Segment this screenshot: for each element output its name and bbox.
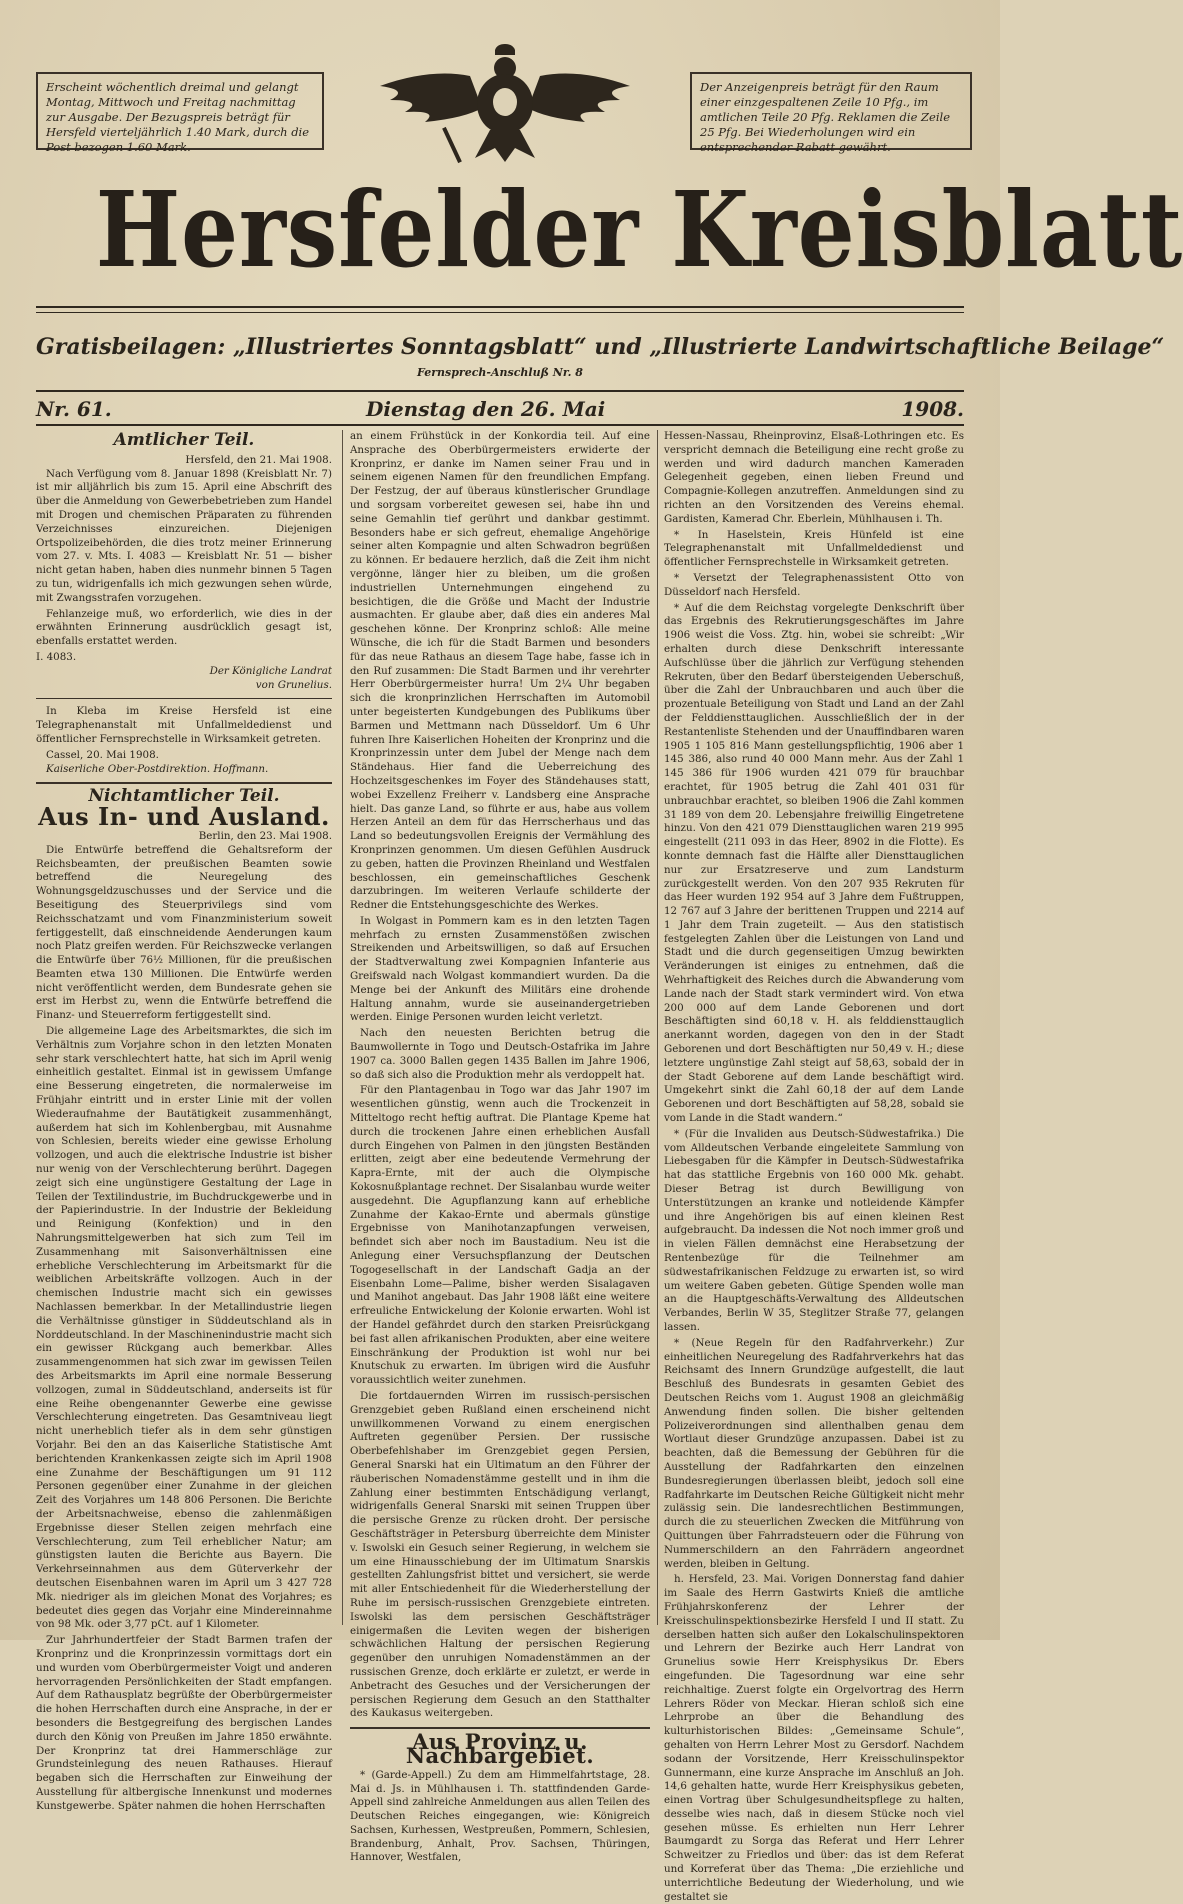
newspaper-masthead: Hersfelder Kreisblatt [95,168,1183,291]
article-paragraph: * Versetzt der Telegraphenassistent Otto von Düsseldorf nach Hersfeld. [664,571,964,598]
unofficial-section-heading: Nichtamtlicher Teil. [88,786,280,807]
official-section-heading: Amtlicher Teil. [113,430,255,450]
article-paragraph: Die allgemeine Lage des Arbeitsmarktes, die sich im Verhältnis zum Vorjahre schon in den letzten Monaten sehr stark verschlechtert hatte, hat sich im April wenig einheitlich gestaltet. Einmal ist in gewissem Umfange eine Besserung eingetreten, die normalerweise im Frühjahr eintritt und in erster Linie mit der vollen Wiederaufnahme der Bautätigkeit zusammenhängt, außerdem hat sich im Kohlenbergbau, mit Ausnahme von Schlesien, bereits wieder eine gewisse Erholung vollzogen, und auch die elektrische Industrie ist bisher nur wenig von der Verschlechterung berührt. Dagegen zeigt sich eine ungünstigere Gestaltung der Lage in Teilen der Textilindustrie, im Buchdruckgewerbe und in der Papierindustrie. In der Industrie der Bekleidung und Reinigung (Konfektion) und in den Nahrungsmittelgewerben hat sich zum Teil im Zusammenhang mit Saisonverhältnissen eine erhebliche Verschlechterung im Arbeitsmarkt für die weiblichen Arbeitskräfte vollzogen. Auch in der chemischen Industrie macht sich ein gewisses Nachlassen bemerkbar. In der Metallindustrie liegen die Verhältnisse günstiger in Süddeutschland als in Norddeutschland. In der Maschinenindustrie macht sich ein gewisser Rückgang auch bemerkbar. Alles zusammengenommen hat sich zwar im gewissen Teilen des Arbeitsmarkts im April eine normale Besserung vollzogen, zumal in Süddeutschland, anderseits ist für eine Reihe obengenannter Gewerbe eine gewisse Verschlechterung eingetreten. Das Gesamtniveau liegt nicht unerheblich tiefer als in dem sehr günstigen Vorjahr. Bei den an das Kaiserliche Statistische Amt berichtenden Krankenkassen zeigte sich im April 1908 eine Zunahme der Beschäftigungen um 91 112 Personen gegenüber einer Zunahme in der gleichen Zeit des Vorjahres um 148 806 Personen. Die Berichte der Arbeitsnachweise, ebenso die zahlenmäßigen Ergebnisse dieser Stellen zeigen mehrfach eine Verschlechterung, zum Teil erheblicher Natur; am günstigsten lauten die Berichte aus Bayern. Die Verkehrseinnahmen aus dem Güterverkehr der deutschen Eisenbahnen waren im April um 3 427 728 Mk. niedriger als im gleichen Monat des Vorjahres; es bedeutet dies gegen das Vorjahr eine Mindereinnahme von 98 Mk. oder 3,77 pCt. auf 1 Kilometer. [36,1025,332,1631]
masthead-rule [36,306,964,308]
article-paragraph: Nach Verfügung vom 8. Januar 1898 (Kreisblatt Nr. 7) ist mir alljährlich bis zum 15. April eine Abschrift des über die Anmeldung von Gewerbebetrieben zum Handel mit Drogen und chemischen Präparaten zu führenden Verzeichnisses einzureichen. Diejenigen Ortspolizeibehörden, die dies trotz meiner Erinnerung vom 27. v. Mts. I. 4083 — Kreisblatt Nr. 51 — bisher nicht getan haben, haben dies nunmehr binnen 5 Tagen zu tun, widrigenfalls ich mich gezwungen sehen würde, mit Zwangsstrafen vorzugehen. [36,467,332,604]
article-paragraph: Hessen-Nassau, Rheinprovinz, Elsaß-Lothringen etc. Es verspricht demnach die Beteiligung eine recht große zu werden und wird dadurch manchen Kameraden Gelegenheit gegeben, einen lieben Freund und Compagnie-Kollegen anzutreffen. Anmeldungen sind zu richten an den Vorsitzenden des Vereins ehemal. Gardisten, Kamerad Chr. Eberlein, Mühlhausen i. Th. [664,430,964,525]
article-paragraph: Die fortdauernden Wirren im russisch-persischen Grenzgebiet geben Rußland einen erscheinend nicht unwillkommenen Vorwand zu einem energischen Auftreten gegenüber Persien. Der russische Oberbefehlshaber im Grenzgebiet gegen Persien, General Snarski hat ein Ultimatum an den Führer der räuberischen Nomadenstämme gestellt und in ihm die Zahlung einer bestimmten Entschädigung verlangt, widrigenfalls General Snarski mit seinen Truppen über die persische Grenze zu rücken droht. Der persische Geschäftsträger in Petersburg überreichte dem Minister v. Iswolski ein Gesuch seiner Regierung, in welchem sie um eine Hinausschiebung der im Ultimatum Snarskis gestellten Zahlungsfrist bittet und versichert, sie werde mit aller Entschiedenheit für die Wiederherstellung der Ruhe im persisch-russischen Grenzgebiete eintreten. Iswolski las dem persischen Geschäftsträger einigermaßen die Leviten wegen der bisherigen schwächlichen Haltung der persischen Regierung gegenüber den unruhigen Nomadenstämmen an der russischen Grenze, doch erklärte er zuletzt, er werde in Anbetracht des Gesuches und der Versicherungen der persischen Regierung dem Gesuch an den Statthalter des Kaukasus weitergeben. [350,1389,650,1720]
article-paragraph: Für den Plantagenbau in Togo war das Jahr 1907 im wesentlichen günstig, wenn auch die Trockenzeit in Mitteltogo recht heftig auftrat. Die Plantage Kpeme hat durch die trockenen Jahre einen erheblichen Ausfall durch Eingehen von Palmen in den jüngsten Beständen erlitten, zeigt aber eine bedeutende Vermehrung der Kapra-Ernte, mit der auch die Olympische Kokosnußplantage rechnet. Der Sisalanbau wurde weiter ausgedehnt. Die Agupflanzung kann auf erhebliche Zunahme der Kakao-Ernte und abermals günstige Ergebnisse von Manihotanzapfungen verweisen, befindet sich aber noch im Baustadium. Neu ist die Anlegung einer Versuchspflanzung der Deutschen Togogesellschaft in der Landschaft Gadja an der Eisenbahn Lome—Palime, bisher werden Sisalagaven und Manihot angebaut. Das Jahr 1908 läßt eine weitere erfreuliche Entwickelung der Kolonie erwarten. Wohl ist der Handel gefährdet durch den starken Preisrückgang bei fast allen afrikanischen Produkten, aber eine weitere Einschränkung der Produktion ist wohl nur bei Knutschuk zu erwarten. Im übrigen wird die Ausfuhr voraussichtlich weiter zunehmen. [350,1084,650,1387]
issue-date: Dienstag den 26. Mai [366,397,606,421]
divider [36,698,332,699]
article-paragraph: h. Hersfeld, 23. Mai. Vorigen Donnerstag fand dahier im Saale des Herrn Gastwirts Knieß die amtliche Frühjahrskonferenz der Lehrer der Kreisschulinspektionsbezirke Hersfeld I und II statt. Zu derselben hatten sich außer den Lokalschulinspektoren und Lehrern der Bezirke auch Herr Landrat von Grunelius sowie Herr Kreisphysikus Dr. Ebers eingefunden. Die Tagesordnung war eine sehr reichhaltige. Zuerst folgte ein Orgelvortrag des Herrn Lehrers Röder von Meckar. Hieran schloß sich eine Lehrprobe an über die Behandlung des kulturhistorischen Bildes: „Gemeinsame Schule“, gehalten von Herrn Lehrer Most zu Gersdorf. Nachdem sodann der Vorsitzende, Herr Kreisschulinspektor Gunnermann, eine kurze Ansprache im Anschluß an Joh. 14,6 gehalten hatte, wurde Herr Kreisphysikus gebeten, einen Vortrag über Schulgesundheitspflege zu halten, desselbe wies nach, daß in diesem Stücke noch viel gesehen müsse. Es erhielten nun Herr Lehrer Baumgardt zu Sorga das Referat und Herr Lehrer Schweitzer zu Friedlos und über: das ist dem Referat und Korreferat über das Thema: „Die erziehliche und unterrichtliche Bedeutung der Wiederholung, und wie gestaltet sie [664,1573,964,1903]
dateline: Hersfeld, den 21. Mai 1908. [185,453,332,466]
article-paragraph: Die Entwürfe betreffend die Gehaltsreform der Reichsbeamten, der preußischen Beamten sowie betreffend die Neuregelung des Wohnungsgeldzuschusses und der Service und die Beseitigung des Steuerprivilegs sind vom Reichsschatzamt und vom Finanzministerium soweit fertiggestellt, daß einschneidende Aenderungen kaum noch Platz greifen werden. Für Reichszwecke verlangen die Entwürfe über 76½ Millionen, für die preußischen Beamten etwa 130 Millionen. Die Entwürfe werden nicht veröffentlicht werden, dem Bundesrate gehen sie erst im Herbst zu, wenn die Entwürfe betreffend die Finanz- und Steuerreform fertiggestellt sind. [36,843,332,1022]
signature-title: Der Königliche Landrat [209,664,332,677]
column-2 [350,430,650,1864]
subscription-info-box: Erscheint wöchentlich dreimal und gelangt Montag, Mittwoch und Freitag nachmittag zur Ausgabe. Der Bezugspreis beträgt für Hersfeld vierteljährlich 1.40 Mark, durch die Post bezogen 1.60 Mark. [36,72,324,150]
signature-name: von Grunelius. [255,678,332,691]
article-paragraph: * Auf die dem Reichstag vorgelegte Denkschrift über das Ergebnis des Rekrutierungsgeschäftes im Jahre 1906 weist die Voss. Ztg. hin, wobei sie schreibt: „Wir erhalten durch diese Denkschrift interessante Aufschlüsse über die jährlich zur Verfügung stehenden Rekruten, über den Bedarf übersteigenden Ueberschuß, über die Zahl der Unbrauchbaren und auch über die prozentuale Beteiligung von Stadt und Land an der Zahl der Felddiensttauglichen. Ausschließlich der in der Restantenliste Stehenden und der Unauffindbaren waren 1905 1 105 816 Mann gestellungspflichtig, 1906 aber 1 145 386, also rund 40 000 Mann mehr. Aus der Zahl 1 145 386 für 1906 wurden 421 079 für brauchbar erachtet, für 1905 betrug die Zahl 401 031 für unbrauchbar erachtet, so bleiben 1906 die Zahl kommen 31 189 von dem 20. Lebensjahre freiwillig Eingetretene hinzu. Von den 421 079 Diensttauglichen waren 219 995 eingestellt (211 093 in das Heer, 8902 in die Flotte). Es konnte demnach fast die Hälfte aller Diensttauglichen nur zur Ersatzreserve und zum Landsturm zurückgestellt werden. Von den 207 935 Rekruten für das Heer wurden 192 954 auf 3 Jahre dem Fußtruppen, 12 767 auf 3 Jahre der berittenen Truppen und 2214 auf 1 Jahr dem Train zugeteilt. — Aus den statistisch festgelegten Zahlen über die Leistungen von Land und Stadt und die durch gegenseitigen Umzug bewirkten Veränderungen ist einiges zu entnehmen, daß die Wehrhaftigkeit des Reiches durch die Abwanderung vom Lande nach der Stadt stark vermindert wird. Von etwa 200 000 auf dem Lande Geborenen und dort Beschäftigten sind 60,18 v. H. als felddiensttauglich anerkannt worden, dagegen von den in der Stadt Geborenen und dort Beschäftigten nur 50,49 v. H.; diese letztere ungünstige Zahl steigt auf 58,63, sobald der in der Stadt Geborene auf dem Lande beschäftigt wird. Umgekehrt sinkt die Zahl 60,18 der auf dem Lande Geborenen und dort Beschäftigten auf 58,28, sobald sie vom Lande in die Stadt wandern.“ [664,601,964,1125]
dateline: Cassel, 20. Mai 1908. [46,748,159,761]
article-paragraph: * (Für die Invaliden aus Deutsch-Südwestafrika.) Die vom Alldeutschen Verbande eingeleitete Sammlung von Liebesgaben für die Kämpfer in Deutsch-Südwestafrika hat das stattliche Ergebnis von 160 000 Mk. gehabt. Dieser Betrag ist durch Bewilligung von Unterstützungen an kranke und notleidende Kämpfer und ihre Angehörigen bis auf einen kleinen Rest aufgebraucht. Da indessen die Not noch immer groß und in vielen Fällen demnächst eine Herabsetzung der Rentenbezüge für die Teilnehmer am südwestafrikanischen Feldzuge zu erwarten ist, so wird um weitere Gaben gebeten. Gütige Spenden wolle man an die Hauptgeschäfts-Verwaltung des Alldeutschen Verbandes, Berlin W 35, Steglitzer Straße 77, gelangen lassen. [664,1127,964,1333]
article-paragraph: Zur Jahrhundertfeier der Stadt Barmen trafen der Kronprinz und die Kronprinzessin vormittags dort ein und wurden vom Oberbürgermeister Voigt und anderen hervorragenden Persönlichkeiten der Stadt empfangen. Auf dem Rathausplatz begrüßte der Oberbürgermeister die hohen Herrschaften durch eine Ansprache, in der er besonders die Bestgegreifung des bergischen Landes durch den König von Preußen im Jahre 1850 erwähnte. Der Kronprinz tat drei Hammerschläge zur Grundsteinlegung des neuen Rathauses. Hierauf begaben sich die Herrschaften zur Einweihung der Ausstellung für altbergische Innenkunst und modernes Kunstgewerbe. Später nahmen die hohen Herrschaften [36,1634,332,1812]
divider [36,782,332,784]
signature: Kaiserliche Ober-Postdirektion. Hoffmann. [46,762,269,775]
article-paragraph: * (Neue Regeln für den Radfahrverkehr.) Zur einheitlichen Neuregelung des Radfahrverkehrs hat das Reichsamt des Innern Grundzüge aufgestellt, die laut Beschluß des Bundesrats in gesamten Gebiet des Deutschen Reichs vom 1. August 1908 an gleichmäßig Anwendung finden sollen. Die bisher geltenden Polizeiverordnungen sind allenthalben genau dem Wortlaut dieser Grundzüge anzupassen. Dabei ist zu beachten, daß die Bemessung der Gebühren für die Ausstellung der Radfahrkarten den einzelnen Bundesregierungen überlassen bleibt, jedoch soll eine Radfahrkarte im Deutschen Reiche Gültigkeit nicht mehr zulässig sein. Die landesrechtlichen Bestimmungen, durch die zu steuerlichen Zwecken die Mitführung von Quittungen über Fahrradsteuern oder die Führung von Nummerschildern an den Fahrrädern angeordnet werden, bleiben in Geltung. [664,1336,964,1570]
province-section-heading: Aus Provinz u. Nachbargebiet. [405,1729,595,1768]
advertising-rates-box: Der Anzeigenpreis beträgt für den Raum einer einzgespaltenen Zeile 10 Pfg., im amtlichen Teile 20 Pfg. Reklamen die Zeile 25 Pfg. Bei Wiederholungen wird ein entsprechender Rabatt gewährt. [690,72,972,150]
article-paragraph: In Wolgast in Pommern kam es in den letzten Tagen mehrfach zu ernsten Zusammenstößen zwischen Streikenden und Arbeitswilligen, so daß auf Ersuchen der Stadtverwaltung zwei Kompagnien Infanterie aus Greifswald nach Wolgast kommandiert wurden. Da die Menge bei der Ankunft des Militärs eine drohende Haltung annahm, wurde sie auseinandergetrieben werden. Einige Personen wurden leicht verletzt. [350,914,650,1024]
column-1 [36,430,332,1812]
masthead-rule-thin [36,312,964,313]
article-paragraph: In Kleba im Kreise Hersfeld ist eine Telegraphenanstalt mit Unfallmeldedienst und öffentlicher Fernsprechstelle in Wirksamkeit getreten. [36,705,332,745]
issue-rule-bottom [36,424,964,426]
article-paragraph: Fehlanzeige muß, wo erforderlich, wie dies in der erwähnten Erinnerung ausdrücklich gesagt ist, ebenfalls erstattet werden. [36,607,332,648]
column-3 [664,430,964,1903]
column-divider [657,430,658,1625]
article-paragraph: * In Haselstein, Kreis Hünfeld ist eine Telegraphenanstalt mit Unfallmeldedienst und öffentlicher Fernsprechstelle in Wirksamkeit getreten. [664,528,964,569]
article-paragraph: Nach den neuesten Berichten betrug die Baumwollernte in Togo und Deutsch-Ostafrika im Jahre 1907 ca. 3000 Ballen gegen 1435 Ballen im Jahre 1906, so daß sich also die Produktion mehr als verdoppelt hat. [350,1027,650,1081]
issue-rule-top [36,390,964,392]
issue-line [36,397,964,423]
supplements-line: Gratisbeilagen: „Illustriertes Sonntagsblatt“ und „Illustrierte Landwirtschaftliche Beilage“ [36,334,1165,360]
column-divider [342,430,343,1625]
reference-number: I. 4083. [36,650,77,663]
imperial-eagle-emblem [370,38,640,168]
phone-line: Fernsprech-Anschluß Nr. 8 [417,366,583,379]
issue-year: 1908. [901,397,964,421]
dateline: Berlin, den 23. Mai 1908. [198,829,332,842]
issue-number: Nr. 61. [36,397,112,421]
article-paragraph: an einem Frühstück in der Konkordia teil. Auf eine Ansprache des Oberbürgermeisters erwiderte der Kronprinz, er danke im Namen seiner Frau und in seinem eigenen Namen für den freundlichen Empfang. Der Festzug, der auf überaus künstlerischer Grundlage und sorgsam vorbereitet gewesen sei, habe ihn und seine Gemahlin tief gerührt und dankbar gestimmt. Besonders habe er sich gefreut, ehemalige Angehörige seiner alten Kompagnie und alten Schwadron begrüßen zu können. Er bedauere herzlich, daß die Zeit ihm nicht vergönne, länger hier zu bleiben, um die großen industriellen Unternehmungen eingehend zu besichtigen, die die Größe und Macht der Industrie ausmachten. Er glaube aber, daß dies ein anderes Mal geschehen könne. Der Kronprinz schloß: Alle meine Wünsche, die ich für die Stadt Barmen und besonders für das neue Rathaus an diesem Tage habe, fasse ich in den Ruf zusammen: Die Stadt Barmen und ihr verehrter Herr Oberbürgermeister hurra! Um 2¼ Uhr begaben sich die kronprinzlichen Herrschaften im Automobil unter begeisterten Kundgebungen des Publikums über Barmen und Mettmann nach Düsseldorf. Um 6 Uhr fuhren Ihre Kaiserlichen Hoheiten der Kronprinz und die Kronprinzessin unter dem Jubel der Menge nach dem Ständehaus. Hier fand die Ueberreichung des Hochzeitsgeschenkes im Foyer des Ständehauses statt, wobei Exzellenz Freiherr v. Landsberg eine Ansprache hielt. Das ganze Land, so führte er aus, habe aus vollem Herzen Anteil an dem für das Herrscherhaus und das Land so bedeutungsvollen Ereignis der Vermählung des Kronprinzen genommen. Um diesen Gefühlen Ausdruck zu geben, hatten die Provinzen Rheinland und Westfalen beschlossen, ein gemeinschaftliches Geschenk darzubringen. Im weiteren Verlaufe schilderte der Redner die Entstehungsgeschichte des Werkes. [350,430,650,912]
article-paragraph: * (Garde-Appell.) Zu dem am Himmelfahrtstage, 28. Mai d. Js. in Mühlhausen i. Th. stattfindenden Garde-Appell sind zahlreiche Anmeldungen aus allen Teilen des Deutschen Reiches eingegangen, wie: Königreich Sachsen, Kurhessen, Westpreußen, Pommern, Schlesien, Brandenburg, Anhalt, Prov. Sachsen, Thüringen, Hannover, Westfalen, [350,1768,650,1864]
abroad-section-heading: Aus In- und Ausland. [38,802,330,832]
